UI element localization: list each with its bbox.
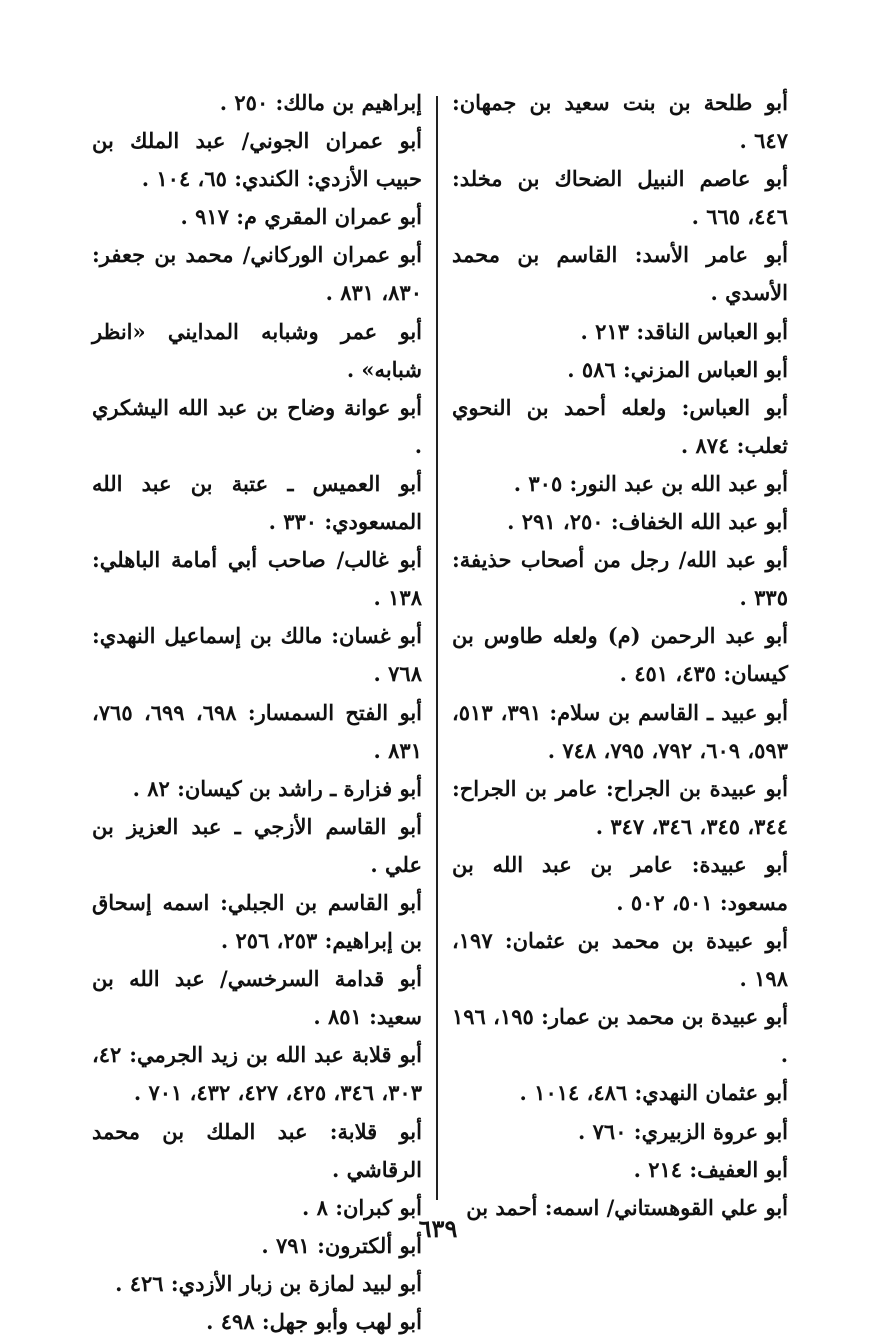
index-entry: أبو ألكترون: ٧٩١ . xyxy=(261,1232,422,1258)
index-entry: أبو عمران الوركاني/ محمد بن جعفر: ٨٣٠، ٨٣١ . xyxy=(92,242,422,306)
index-entry: أبو العباس الناقد: ٢١٣ . xyxy=(580,318,788,344)
index-entry: أبو الفتح السمسار: ٦٩٨، ٦٩٩، ٧٦٥، ٨٣١ . xyxy=(92,699,422,763)
index-entry: أبو علي القوهستاني/ اسمه: أحمد بن xyxy=(466,1194,788,1220)
index-entry: إبراهيم بن مالك: ٢٥٠ . xyxy=(219,90,422,115)
index-entry: أبو عبيد ـ القاسم بن سلام: ٣٩١، ٥١٣، ٥٩٣، ٦٠٩، ٧٩٢، ٧٩٥، ٧٤٨ . xyxy=(452,699,788,763)
index-entry: أبو العفيف: ٢١٤ . xyxy=(633,1156,788,1182)
index-entry: أبو غسان: مالك بن إسماعيل النهدي: ٧٦٨ . xyxy=(92,623,422,687)
index-entry: أبو عمر وشبابه المدايني «انظر شبابه» . xyxy=(92,318,422,382)
index-entry: أبو لهب وأبو جهل: ٤٩٨ . xyxy=(206,1309,422,1334)
index-entry: أبو كبران: ٨ . xyxy=(302,1194,422,1220)
index-entry: أبو عبيدة بن محمد بن عثمان: ١٩٧، ١٩٨ . xyxy=(452,928,788,992)
index-entry: أبو عاصم النبيل الضحاك بن مخلد: ٤٤٦، ٦٦٥ . xyxy=(452,166,788,230)
index-entry: أبو العباس: ولعله أحمد بن النحوي ثعلب: ٨٧٤ . xyxy=(452,394,788,458)
index-entry: أبو عبد الرحمن (م) ولعله طاوس بن كيسان: ٤٣٥، ٤٥١ . xyxy=(452,623,788,687)
index-entry: أبو قلابة عبد الله بن زيد الجرمي: ٤٢، ٣٠٣، ٣٤٦، ٤٢٥، ٤٢٧، ٤٣٢، ٧٠١ . xyxy=(92,1042,422,1106)
index-entry: أبو العباس المزني: ٥٨٦ . xyxy=(567,356,788,382)
index-entry: أبو عوانة وضاح بن عبد الله اليشكري . xyxy=(92,394,422,458)
index-entry: أبو العميس ـ عتبة بن عبد الله المسعودي: ٣٣٠ . xyxy=(92,470,422,535)
index-entry: أبو قلابة: عبد الملك بن محمد الرقاشي . xyxy=(92,1118,422,1182)
index-entry: أبو فزارة ـ راشد بن كيسان: ٨٢ . xyxy=(132,775,422,801)
index-entry: أبو عمران المقري م: ٩١٧ . xyxy=(180,204,422,230)
index-column-right xyxy=(452,84,788,1227)
index-entry: أبو عامر الأسد: القاسم بن محمد الأسدي . xyxy=(452,242,788,306)
index-column-left xyxy=(92,84,422,1341)
index-entry: أبو عمران الجوني/ عبد الملك بن حبيب الأزدي: الكندي: ٦٥، ١٠٤ . xyxy=(92,128,422,192)
index-entry: أبو عبد الله/ رجل من أصحاب حذيفة: ٣٣٥ . xyxy=(452,547,788,611)
index-entry: أبو عثمان النهدي: ٤٨٦، ١٠١٤ . xyxy=(519,1080,788,1106)
index-entry: أبو عبد الله الخفاف: ٢٥٠، ٢٩١ . xyxy=(507,509,788,535)
index-entry: أبو قدامة السرخسي/ عبد الله بن سعيد: ٨٥١ . xyxy=(92,966,422,1030)
index-entry: أبو عبيدة: عامر بن عبد الله بن مسعود: ٥٠١، ٥٠٢ . xyxy=(452,851,788,915)
index-entry: أبو القاسم الأزجي ـ عبد العزيز بن علي . xyxy=(92,813,422,877)
index-entry: أبو عبيدة بن محمد بن عمار: ١٩٥، ١٩٦ . xyxy=(452,1004,788,1068)
index-entry: أبو القاسم بن الجبلي: اسمه إسحاق بن إبراهيم: ٢٥٣، ٢٥٦ . xyxy=(92,889,422,954)
index-entry: أبو غالب/ صاحب أبي أمامة الباهلي: ١٣٨ . xyxy=(92,547,422,611)
index-entry: أبو طلحة بن بنت سعيد بن جمهان: ٦٤٧ . xyxy=(452,90,788,154)
column-divider xyxy=(436,96,438,1200)
index-entry: أبو لبيد لمازة بن زبار الأزدي: ٤٢٦ . xyxy=(115,1270,422,1296)
page-number: ٦٣٩ xyxy=(418,1214,458,1243)
index-entry: أبو عبد الله بن عبد النور: ٣٠٥ . xyxy=(513,470,788,496)
index-entry: أبو عروة الزبيري: ٧٦٠ . xyxy=(578,1118,788,1144)
index-entry: أبو عبيدة بن الجراح: عامر بن الجراح: ٣٤٤، ٣٤٥، ٣٤٦، ٣٤٧ . xyxy=(452,775,788,839)
